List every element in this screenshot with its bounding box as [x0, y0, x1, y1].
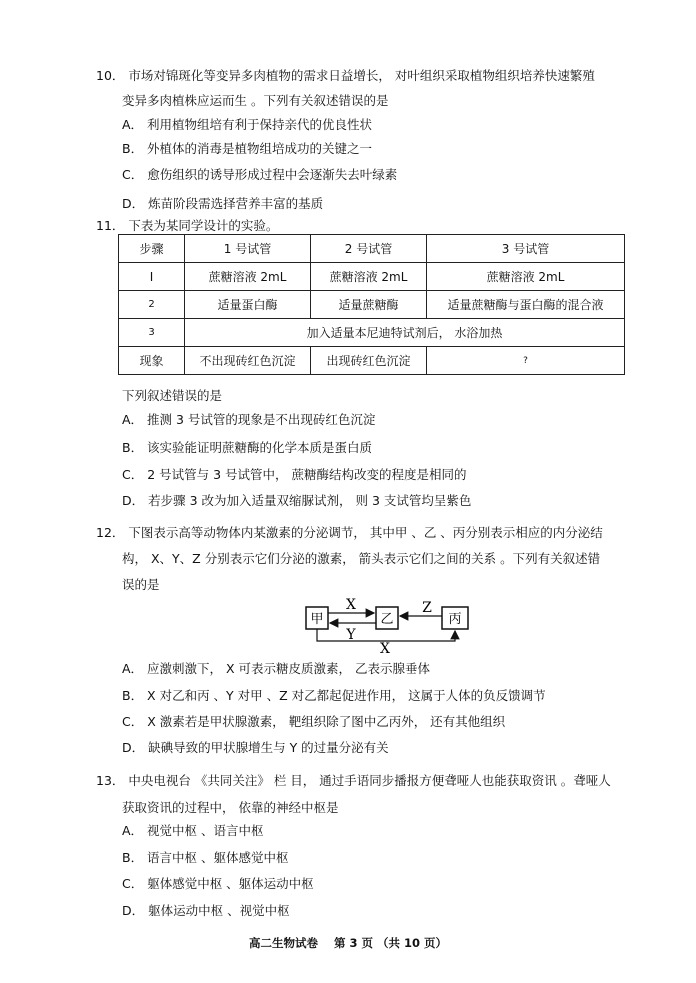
q11-option-c: C． 2 号试管与 3 号试管中， 蔗糖酶结构改变的程度是相同的 — [122, 467, 467, 482]
q12-option-d: D． 缺碘导致的甲状腺增生与 Y 的过量分泌有关 — [122, 740, 389, 755]
q12-stem-line3: 误的是 — [122, 577, 160, 592]
footer-page-number: 第 3 页 （共 10 页） — [333, 936, 448, 950]
label-z: Z — [422, 600, 432, 616]
table-row — [119, 263, 625, 291]
table-cell: ? — [427, 347, 625, 375]
table-row — [119, 319, 625, 347]
hormone-regulation-diagram — [300, 594, 500, 656]
label-x-top: X — [346, 597, 356, 613]
table-cell: 1 号试管 — [185, 235, 311, 263]
q13-option-b: B． 语言中枢 、躯体感觉中枢 — [122, 850, 289, 865]
label-x-bottom: X — [380, 641, 390, 656]
q11-option-d: D． 若步骤 3 改为加入适量双缩脲试剂， 则 3 支试管均呈紫色 — [122, 493, 472, 508]
node-b-label: 乙 — [380, 612, 394, 627]
page-footer — [0, 935, 696, 951]
q13-option-c: C． 躯体感觉中枢 、躯体运动中枢 — [122, 876, 314, 891]
q11-question: 下列叙述错误的是 — [122, 388, 223, 403]
arrow-x-bottom — [317, 629, 455, 641]
table-cell: 2 — [119, 291, 185, 319]
table-row — [119, 235, 625, 263]
label-y: Y — [346, 627, 356, 643]
q12-option-b: B． X 对乙和丙 、Y 对甲 、Z 对乙都起促进作用， 这属于人体的负反馈调节 — [122, 688, 546, 703]
q11-stem: 11． 下表为某同学设计的实验。 — [96, 218, 279, 233]
footer-subject: 高二生物试卷 — [248, 936, 318, 950]
q13-option-d: D． 躯体运动中枢 、视觉中枢 — [122, 903, 290, 918]
q13-stem-line2: 获取资讯的过程中， 依靠的神经中枢是 — [122, 800, 339, 815]
node-c-label: 丙 — [448, 612, 462, 627]
table-cell: 2 号试管 — [311, 235, 427, 263]
table-cell: I — [119, 263, 185, 291]
q13-stem-line1: 13． 中央电视台 《共同关注》 栏 目， 通过手语同步播报方便聋哑人也能获取资讯 。聋哑人 — [96, 773, 611, 788]
table-cell: 蔗糖溶液 2mL — [427, 263, 625, 291]
table-cell: 适量蔗糖酶与蛋白酶的混合液 — [427, 291, 625, 319]
q11-option-b: B． 该实验能证明蔗糖酶的化学本质是蛋白质 — [122, 440, 373, 455]
table-cell: 3 号试管 — [427, 235, 625, 263]
q10-option-c: C． 愈伤组织的诱导形成过程中会逐渐失去叶绿素 — [122, 167, 398, 182]
q12-stem-line1: 12． 下图表示高等动物体内某激素的分泌调节， 其中甲 、乙 、丙分别表示相应的内分泌结 — [96, 525, 603, 540]
table-cell: 出现砖红色沉淀 — [311, 347, 427, 375]
table-cell: 步骤 — [119, 235, 185, 263]
table-cell: 蔗糖溶液 2mL — [311, 263, 427, 291]
q13-option-a: A． 视觉中枢 、语言中枢 — [122, 823, 264, 838]
table-row — [119, 347, 625, 375]
table-cell: 不出现砖红色沉淀 — [185, 347, 311, 375]
q10-option-b: B． 外植体的消毒是植物组培成功的关键之一 — [122, 141, 373, 156]
table-cell: 3 — [119, 319, 185, 347]
q10-stem-line2: 变异多肉植株应运而生 。下列有关叙述错误的是 — [122, 93, 389, 108]
q10-stem-line1: 10． 市场对锦斑化等变异多肉植物的需求日益增长， 对叶组织采取植物组织培养快速繁殖 — [96, 68, 595, 83]
q12-option-c: C． X 激素若是甲状腺激素， 靶组织除了图中乙丙外， 还有其他组织 — [122, 714, 506, 729]
table-cell: 适量蔗糖酶 — [311, 291, 427, 319]
table-row — [119, 291, 625, 319]
q11-option-a: A． 推测 3 号试管的现象是不出现砖红色沉淀 — [122, 412, 376, 427]
experiment-table — [118, 234, 625, 375]
table-cell: 加入适量本尼迪特试剂后， 水浴加热 — [185, 319, 625, 347]
q12-option-a: A． 应激刺激下， X 可表示糖皮质激素， 乙表示腺垂体 — [122, 661, 431, 676]
q10-option-a: A． 利用植物组培有利于保持亲代的优良性状 — [122, 117, 373, 132]
q10-option-d: D． 炼苗阶段需选择营养丰富的基质 — [122, 196, 324, 211]
table-cell: 现象 — [119, 347, 185, 375]
table-cell: 蔗糖溶液 2mL — [185, 263, 311, 291]
table-cell: 适量蛋白酶 — [185, 291, 311, 319]
node-a-label: 甲 — [310, 612, 324, 627]
q12-stem-line2: 构， X、Y、Z 分别表示它们分泌的激素， 箭头表示它们之间的关系 。下列有关叙述错 — [122, 551, 601, 566]
